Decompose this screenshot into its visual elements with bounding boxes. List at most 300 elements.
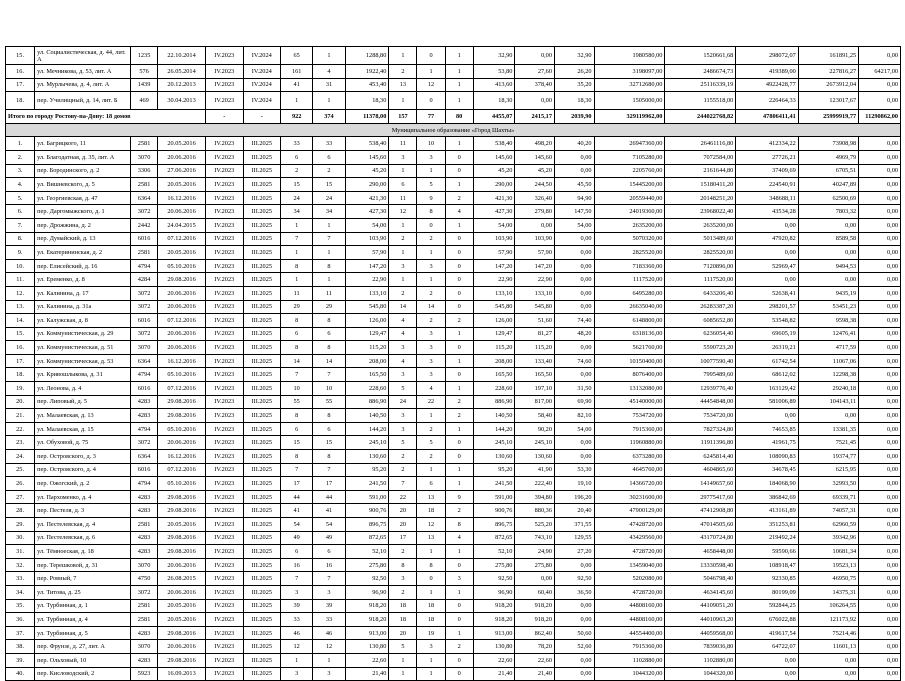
cell-c3: 427,30 [345,205,389,219]
cell-c10: 7915360,00 [594,640,665,654]
cell-num: 34. [6,585,35,599]
cell-p1: IV.2023 [206,218,244,232]
cell-c10: 5202080,00 [594,572,665,586]
cell-c8: 133,40 [515,354,555,368]
cell-date: 07.12.2016 [158,314,206,328]
cell-addr: пер. Ольховый, 10 [35,653,131,667]
cell-c11: 5046798,40 [665,572,736,586]
cell-c11: 5590723,20 [665,341,736,355]
cell-c1: 1 [281,92,313,110]
cell-addr: ул. Малаевская, д. 13 [35,409,131,423]
cell-num: 7. [6,218,35,232]
cell-c9: 35,20 [554,78,594,92]
cell-p2: III.2025 [243,613,281,627]
cell-c14: 0,00 [859,626,901,640]
cell-c3: 275,80 [345,558,389,572]
cell-p2: III.2025 [243,382,281,396]
cell-c9: 50,60 [554,626,594,640]
cell-addr: ул. Коммунистическая, д. 51 [35,341,131,355]
cell-c14: 0,00 [859,558,901,572]
table-row [6,232,901,246]
cell-c3: 18,30 [345,92,389,110]
cell-addr: пер. Думайский, д. 13 [35,232,131,246]
cell-p1: IV.2023 [206,327,244,341]
cell-date: 29.08.2016 [158,504,206,518]
cell-c8: 197,10 [515,382,555,396]
cell-num: 37. [6,626,35,640]
cell-c12: 59590,66 [736,545,799,559]
cell-c12: 0,00 [736,246,799,260]
cell-c5: 2 [417,450,445,464]
cell-c2: 7 [313,463,345,477]
cell-c8: 743,10 [515,531,555,545]
cell-c12: 386842,69 [736,490,799,504]
cell-c2: 7 [313,368,345,382]
table-row [6,150,901,164]
cell-p2: III.2025 [243,436,281,450]
cell-c5: 3 [417,327,445,341]
table-row [6,341,901,355]
cell-date: 20.05.2016 [158,137,206,151]
cell-c7: 130,80 [473,640,515,654]
cell-c5: 5 [417,436,445,450]
cell-c12: 52638,41 [736,286,799,300]
cell-p1: IV.2023 [206,599,244,613]
cell-c1: 8 [281,259,313,273]
total-label: Итого по городу Ростову-на-Дону: 18 домов [6,110,206,124]
cell-c8: 103,90 [515,232,555,246]
cell-date: 05.10.2016 [158,477,206,491]
cell-c13: 74057,31 [798,504,858,518]
cell-c8: 394,80 [515,490,555,504]
cell-area: 6016 [131,463,158,477]
cell-p1: IV.2023 [206,92,244,110]
cell-c6: 0 [445,368,473,382]
cell-area: 1235 [131,47,158,65]
cell-c10: 6495280,00 [594,286,665,300]
cell-date: 20.05.2016 [158,613,206,627]
cell-c13: 32993,50 [798,477,858,491]
total-c6: 80 [445,110,473,124]
cell-area: 2581 [131,137,158,151]
cell-num: 30. [6,531,35,545]
cell-date: 20.06.2016 [158,286,206,300]
cell-c10: 5070320,00 [594,232,665,246]
cell-p1: IV.2023 [206,259,244,273]
table-row [6,273,901,287]
cell-c6: 1 [445,354,473,368]
cell-p1: IV.2023 [206,626,244,640]
cell-c3: 22,90 [345,273,389,287]
cell-c10: 4645760,00 [594,463,665,477]
cell-c9: 0,00 [554,436,594,450]
cell-c14: 0,00 [859,178,901,192]
cell-c14: 0,00 [859,232,901,246]
cell-c2: 8 [313,409,345,423]
cell-num: 19. [6,382,35,396]
cell-c6: 1 [445,545,473,559]
table-row [6,409,901,423]
cell-c9: 0,00 [554,368,594,382]
cell-num: 26. [6,477,35,491]
cell-p1: IV.2023 [206,341,244,355]
cell-area: 3072 [131,205,158,219]
cell-c3: 145,60 [345,150,389,164]
cell-c2: 8 [313,341,345,355]
cell-c6: 8 [445,518,473,532]
cell-p2: III.2025 [243,232,281,246]
cell-c13: 29240,18 [798,382,858,396]
cell-c11: 23968022,40 [665,205,736,219]
cell-c9: 52,60 [554,640,594,654]
cell-c9: 0,00 [554,667,594,681]
cell-p1: IV.2023 [206,613,244,627]
cell-area: 4283 [131,409,158,423]
cell-c2: 1 [313,246,345,260]
cell-c7: 886,90 [473,395,515,409]
cell-c4: 5 [389,640,417,654]
cell-c10: 44808160,00 [594,599,665,613]
cell-c4: 6 [389,178,417,192]
cell-c5: 0 [417,218,445,232]
cell-c1: 6 [281,545,313,559]
cell-c9: 0,00 [554,232,594,246]
table-row [6,78,901,92]
cell-c12: 298072,07 [736,47,799,65]
cell-c4: 11 [389,191,417,205]
cell-c6: 2 [445,504,473,518]
cell-c8: 378,40 [515,78,555,92]
cell-c10: 1505000,00 [594,92,665,110]
cell-c8: 279,80 [515,205,555,219]
cell-c1: 8 [281,450,313,464]
cell-num: 27. [6,490,35,504]
table-row [6,545,901,559]
cell-p2: III.2025 [243,178,281,192]
table-row [6,286,901,300]
cell-p1: IV.2023 [206,409,244,423]
cell-p2: III.2025 [243,409,281,423]
cell-c6: 0 [445,450,473,464]
total-c7: 4455,07 [473,110,515,124]
cell-c12: 592844,25 [736,599,799,613]
cell-c3: 918,20 [345,599,389,613]
cell-p2: III.2025 [243,218,281,232]
table-row [6,354,901,368]
cell-p2: III.2025 [243,354,281,368]
cell-c11: 6245814,40 [665,450,736,464]
cell-area: 3070 [131,558,158,572]
table-row [6,463,901,477]
cell-c11: 26283387,20 [665,300,736,314]
cell-c11: 4634145,60 [665,585,736,599]
cell-c13: 8589,58 [798,232,858,246]
cell-c3: 147,20 [345,259,389,273]
cell-area: 6016 [131,314,158,328]
cell-c4: 2 [389,232,417,246]
cell-c9: 0,00 [554,164,594,178]
total-c5: 77 [417,110,445,124]
cell-c1: 6 [281,422,313,436]
cell-c9: 36,50 [554,585,594,599]
cell-c1: 41 [281,504,313,518]
cell-c2: 2 [313,164,345,178]
table-row [6,450,901,464]
cell-c7: 133,10 [473,286,515,300]
cell-area: 3070 [131,640,158,654]
table-row [6,558,901,572]
cell-p2: III.2025 [243,450,281,464]
cell-c3: 453,40 [345,78,389,92]
cell-c12: 226464,33 [736,92,799,110]
cell-c6: 2 [445,640,473,654]
cell-c5: 12 [417,518,445,532]
cell-c5: 3 [417,259,445,273]
cell-c6: 1 [445,327,473,341]
cell-c6: 0 [445,436,473,450]
cell-c3: 538,40 [345,137,389,151]
cell-c4: 3 [389,150,417,164]
cell-c8: 57,90 [515,246,555,260]
cell-c10: 32712680,00 [594,78,665,92]
cell-c5: 5 [417,178,445,192]
cell-c14: 0,00 [859,354,901,368]
cell-area: 6016 [131,382,158,396]
cell-c1: 3 [281,667,313,681]
cell-c8: 326,40 [515,191,555,205]
cell-num: 29. [6,518,35,532]
cell-c5: 1 [417,164,445,178]
cell-c13: 19374,77 [798,450,858,464]
cell-c9: 31,50 [554,382,594,396]
cell-c1: 2 [281,164,313,178]
cell-num: 6. [6,205,35,219]
cell-p2: IV.2024 [243,65,281,79]
cell-c12: 53548,82 [736,314,799,328]
cell-c4: 1 [389,164,417,178]
cell-addr: ул. Турбинная, д. 5 [35,626,131,640]
cell-p2: III.2025 [243,150,281,164]
cell-c8: 880,36 [515,504,555,518]
cell-c2: 39 [313,599,345,613]
cell-c4: 2 [389,463,417,477]
cell-p2: III.2025 [243,667,281,681]
cell-c14: 0,00 [859,137,901,151]
cell-num: 12. [6,286,35,300]
cell-c3: 130,80 [345,640,389,654]
cell-date: 20.06.2016 [158,640,206,654]
cell-p2: III.2025 [243,531,281,545]
cell-c6: 1 [445,47,473,65]
cell-area: 2581 [131,599,158,613]
cell-c9: 18,30 [554,92,594,110]
cell-p1: IV.2023 [206,490,244,504]
cell-addr: ул. Благодатная, д. 35, лит. А [35,150,131,164]
cell-c4: 22 [389,490,417,504]
cell-area: 3070 [131,341,158,355]
cell-date: 16.12.2016 [158,354,206,368]
cell-c5: 8 [417,205,445,219]
cell-c1: 24 [281,191,313,205]
cell-c3: 165,50 [345,368,389,382]
cell-c4: 2 [389,585,417,599]
cell-c11: 1155518,00 [665,92,736,110]
cell-num: 17. [6,78,35,92]
cell-date: 26.08.2015 [158,572,206,586]
cell-c13: 106264,55 [798,599,858,613]
cell-c5: 2 [417,232,445,246]
cell-p1: IV.2023 [206,368,244,382]
cell-area: 4283 [131,626,158,640]
table-row [6,640,901,654]
cell-c8: 145,60 [515,150,555,164]
cell-c11: 7995489,60 [665,368,736,382]
cell-c5: 4 [417,382,445,396]
cell-c10: 4728720,00 [594,585,665,599]
cell-c9: 0,00 [554,653,594,667]
cell-c1: 65 [281,47,313,65]
cell-c10: 5621760,00 [594,341,665,355]
cell-c7: 241,50 [473,477,515,491]
cell-c11: 5013489,60 [665,232,736,246]
cell-c2: 54 [313,518,345,532]
cell-p1: IV.2023 [206,395,244,409]
table-row [6,518,901,532]
cell-c6: 1 [445,78,473,92]
cell-c8: 0,00 [515,47,555,65]
cell-c9: 129,55 [554,531,594,545]
table-row [6,92,901,110]
cell-p2: III.2025 [243,422,281,436]
cell-date: 20.05.2016 [158,518,206,532]
cell-c8: 244,50 [515,178,555,192]
cell-p2: IV.2024 [243,92,281,110]
cell-c11: 14149657,60 [665,477,736,491]
cell-date: 20.05.2016 [158,178,206,192]
cell-c2: 12 [313,640,345,654]
cell-p2: III.2025 [243,599,281,613]
cell-c13: 0,00 [798,273,858,287]
cell-c12: 34678,45 [736,463,799,477]
cell-c6: 1 [445,422,473,436]
cell-c7: 92,50 [473,572,515,586]
cell-c3: 45,20 [345,164,389,178]
cell-c1: 8 [281,409,313,423]
cell-c8: 24,90 [515,545,555,559]
total-c8: 2415,17 [515,110,555,124]
cell-date: 20.06.2016 [158,205,206,219]
cell-c11: 2825520,00 [665,246,736,260]
cell-num: 10. [6,259,35,273]
cell-addr: ул. Турбинная, д. 1 [35,599,131,613]
cell-c2: 1 [313,273,345,287]
table-row [6,300,901,314]
table-row [6,531,901,545]
cell-c12: 43534,28 [736,205,799,219]
cell-addr: ул. Калинина, д. 17 [35,286,131,300]
cell-c1: 11 [281,286,313,300]
cell-c6: 0 [445,246,473,260]
cell-c7: 290,00 [473,178,515,192]
cell-addr: пер. Островского, д. 4 [35,463,131,477]
cell-c7: 145,60 [473,150,515,164]
cell-c2: 1 [313,47,345,65]
cell-c12: 419617,54 [736,626,799,640]
cell-c1: 55 [281,395,313,409]
cell-c6: 0 [445,341,473,355]
cell-num: 2. [6,150,35,164]
cell-date: 20.05.2016 [158,246,206,260]
cell-c6: 0 [445,286,473,300]
cell-c11: 13330598,40 [665,558,736,572]
cell-addr: ул. Пархоменко, д. 4 [35,490,131,504]
cell-c2: 41 [313,504,345,518]
cell-addr: ул. Коммунистическая, д. 53 [35,354,131,368]
cell-num: 8. [6,232,35,246]
cell-c4: 24 [389,395,417,409]
cell-p2: III.2025 [243,653,281,667]
cell-c10: 13459040,00 [594,558,665,572]
cell-p1: IV.2023 [206,504,244,518]
cell-c1: 33 [281,137,313,151]
cell-c14: 0,00 [859,273,901,287]
cell-c5: 1 [417,65,445,79]
cell-p1: IV.2023 [206,354,244,368]
cell-c1: 15 [281,178,313,192]
cell-c8: 130,60 [515,450,555,464]
cell-c12: 413161,89 [736,504,799,518]
cell-c10: 8076400,00 [594,368,665,382]
cell-c3: 208,00 [345,354,389,368]
cell-c12: 61742,54 [736,354,799,368]
cell-addr: ул. Екатерининская, д. 2 [35,246,131,260]
cell-c2: 31 [313,78,345,92]
cell-c13: 227816,27 [798,65,858,79]
cell-c10: 30231600,00 [594,490,665,504]
cell-c5: 13 [417,531,445,545]
cell-num: 16. [6,341,35,355]
cell-c13: 123017,67 [798,92,858,110]
cell-c12: 92330,85 [736,572,799,586]
cell-c14: 0,00 [859,531,901,545]
cell-c4: 1 [389,246,417,260]
cell-c2: 15 [313,178,345,192]
table-row [6,653,901,667]
cell-c4: 7 [389,477,417,491]
cell-c7: 918,20 [473,613,515,627]
cell-p2: III.2025 [243,504,281,518]
cell-c14: 0,00 [859,47,901,65]
cell-c13: 46950,75 [798,572,858,586]
cell-c14: 0,00 [859,422,901,436]
cell-addr: ул. Тёмноеская, д. 18 [35,545,131,559]
cell-c12: 0,00 [736,667,799,681]
cell-c14: 0,00 [859,613,901,627]
cell-num: 39. [6,653,35,667]
cell-c14: 0,00 [859,205,901,219]
cell-c14: 0,00 [859,314,901,328]
cell-num: 4. [6,178,35,192]
cell-c14: 0,00 [859,463,901,477]
cell-c13: 9598,38 [798,314,858,328]
cell-c12: 581006,89 [736,395,799,409]
cell-c8: 525,20 [515,518,555,532]
cell-c7: 45,20 [473,164,515,178]
cell-p2: III.2025 [243,327,281,341]
cell-c5: 6 [417,477,445,491]
cell-c11: 4604865,60 [665,463,736,477]
cell-c13: 7521,45 [798,436,858,450]
